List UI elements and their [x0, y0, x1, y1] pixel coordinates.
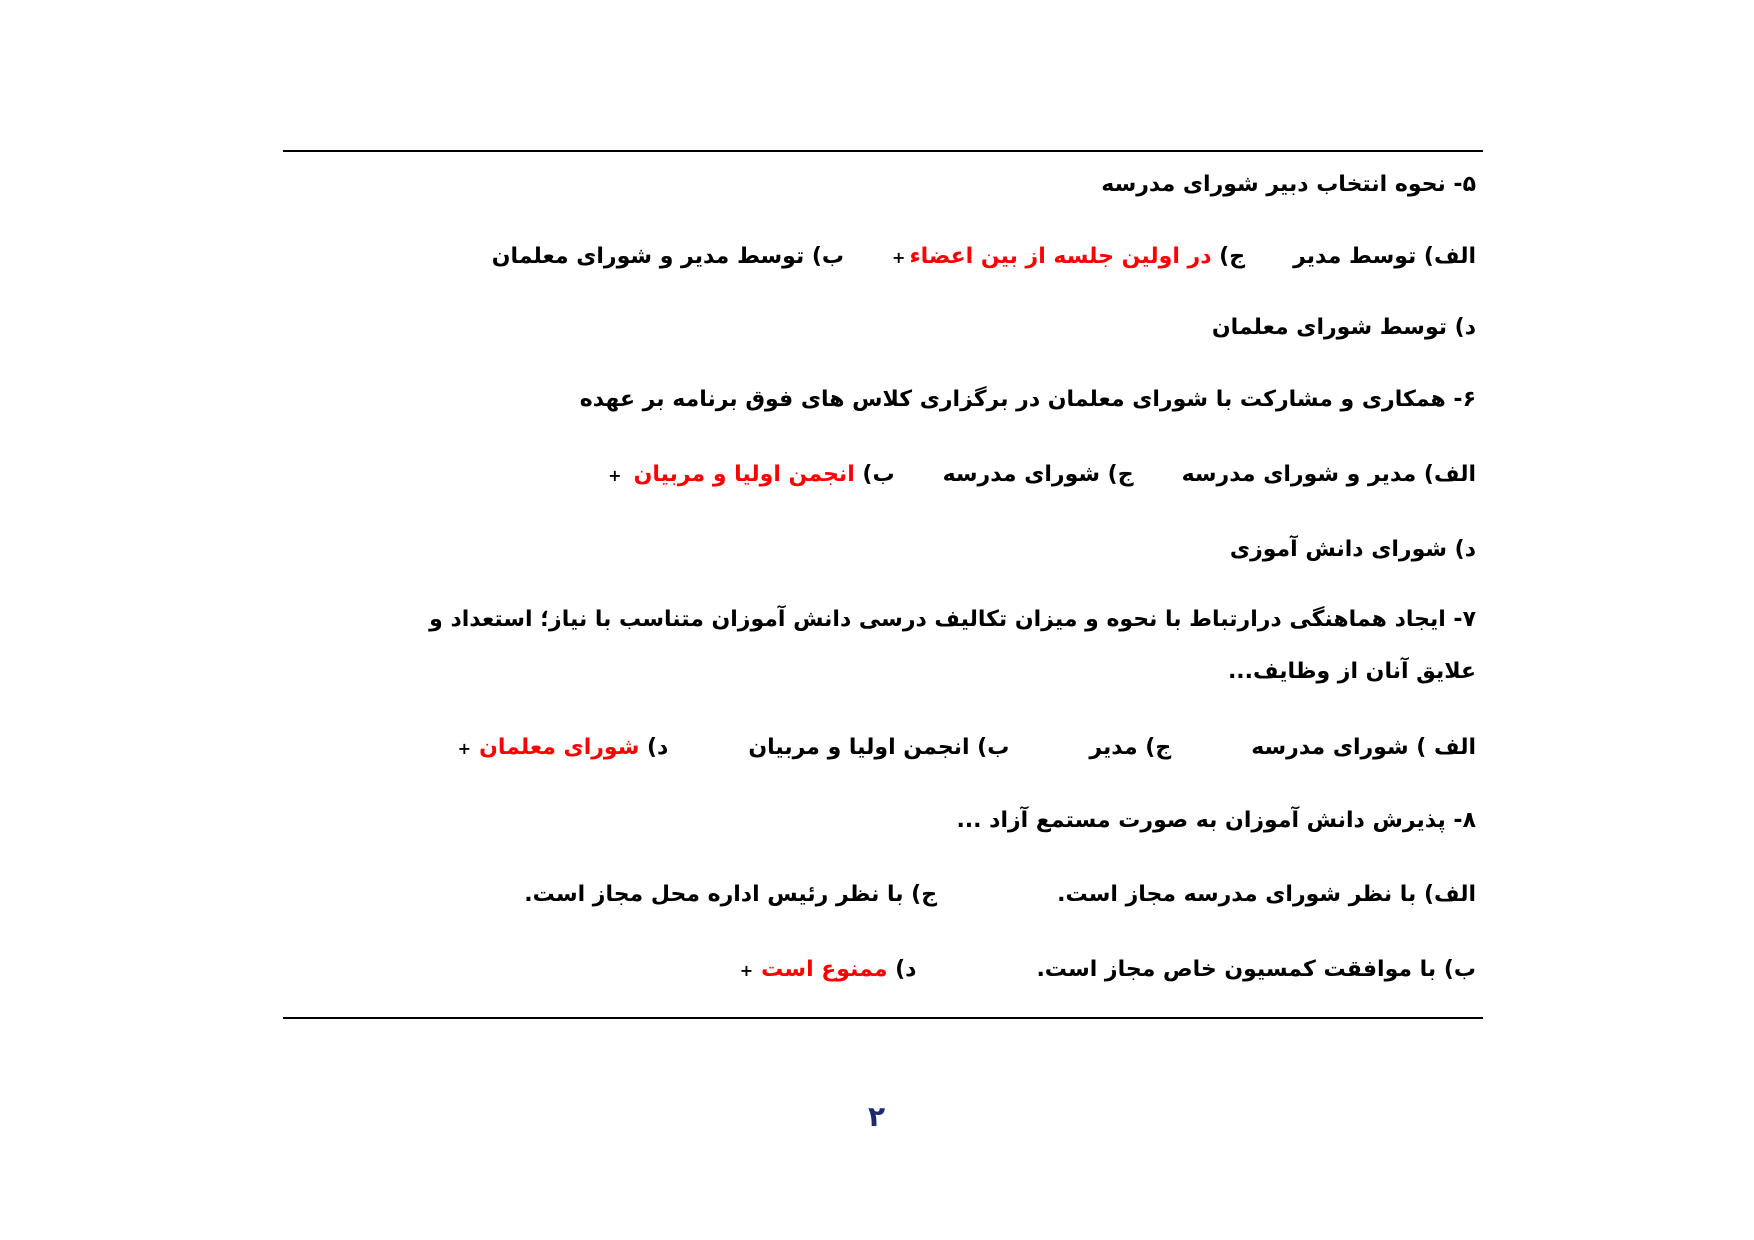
correct-marker: + — [892, 248, 906, 267]
correct-answer: شورای معلمان — [479, 735, 640, 760]
option-alef: الف) توسط مدیر — [1293, 244, 1476, 269]
question-8-options-row-2 — [740, 955, 1476, 986]
question-6-options-row-1 — [608, 460, 1476, 491]
option-label: د) — [887, 957, 917, 982]
correct-marker: + — [739, 961, 754, 980]
correct-answer: در اولین جلسه از بین اعضاء — [909, 244, 1212, 269]
option-dal — [458, 733, 669, 764]
question-7-title — [366, 594, 1476, 698]
correct-answer: ممنوع است — [761, 957, 888, 982]
question-6-title — [580, 385, 1476, 415]
question-text: ۷- ایجاد هماهنگی درارتباط با نحوه و میزان تکالیف درسی دانش آموزان متناسب با نیاز؛ استعداد و علایق آنان از وظایف... — [429, 607, 1476, 684]
correct-answer: انجمن اولیا و مربیان — [633, 462, 855, 487]
option-label: ج) — [1211, 244, 1246, 269]
option-be: ب) توسط مدیر و شورای معلمان — [491, 244, 845, 269]
question-text: ۵- نحوه انتخاب دبیر شورای مدرسه — [1101, 172, 1476, 197]
option-label: ب) — [854, 462, 895, 487]
option-dal: د) توسط شورای معلمان — [1211, 315, 1476, 340]
option-dal: د) شورای دانش آموزی — [1229, 537, 1476, 562]
option-alef: الف) مدیر و شورای مدرسه — [1181, 462, 1476, 487]
top-rule — [283, 150, 1483, 152]
question-8-title — [956, 806, 1476, 836]
question-5-options-row-1 — [492, 242, 1476, 273]
option-jim: ج) با نظر رئیس اداره محل مجاز است. — [524, 882, 938, 907]
option-alef: الف) با نظر شورای مدرسه مجاز است. — [1057, 882, 1476, 907]
correct-marker: + — [608, 466, 622, 485]
question-5-options-row-2 — [1212, 313, 1476, 343]
option-be: ب) با موافقت کمسیون خاص مجاز است. — [1036, 957, 1476, 982]
option-jim: ج) شورای مدرسه — [942, 462, 1134, 487]
option-be: ب) انجمن اولیا و مربیان — [748, 735, 1010, 760]
option-label: د) — [639, 735, 669, 760]
question-8-options-row-1 — [524, 880, 1476, 910]
option-jim — [892, 242, 1245, 273]
question-5-title — [1101, 170, 1476, 200]
question-6-options-row-2 — [1230, 535, 1476, 565]
option-alef: الف ) شورای مدرسه — [1251, 735, 1476, 760]
bottom-rule — [283, 1017, 1483, 1019]
question-text: ۸- پذیرش دانش آموزان به صورت مستمع آزاد ... — [956, 808, 1476, 833]
option-be — [608, 460, 894, 491]
option-jim: ج) مدیر — [1089, 735, 1172, 760]
question-text: ۶- همکاری و مشارکت با شورای معلمان در برگزاری کلاس های فوق برنامه بر عهده — [579, 387, 1476, 412]
correct-marker: + — [457, 739, 472, 758]
option-dal — [740, 955, 917, 986]
question-7-options-row — [458, 733, 1476, 764]
page-number: ۲ — [868, 1100, 886, 1133]
